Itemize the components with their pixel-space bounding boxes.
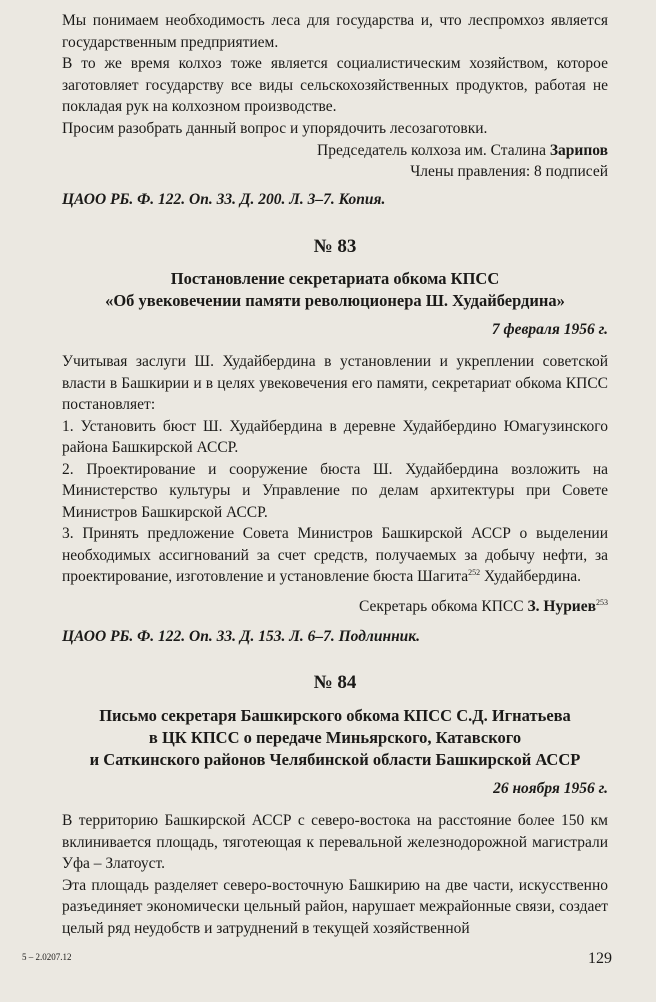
paragraph: В территорию Башкирской АССР с северо-востока на расстояние более 150 км вклинивается площадь, тяготеющая к перевальной железнодорожной магистрали Уфа – Златоуст. [62,812,608,872]
paragraph: Мы понимаем необходимость леса для государства и, что леспромхоз является государственным предприятием. [62,12,608,51]
paragraph-text: 3. Принять предложение Совета Министров Башкирской АССР о выделении необходимых ассигнований за счет средств, получаемых за добычу нефти, за проектирование, изготовление и установление бюста Шагита [62,525,608,585]
paragraph: Просим разобрать данный вопрос и упорядочить лесозаготовки. [62,119,488,137]
document-date: 26 ноября 1956 г. [493,780,608,797]
archive-reference: ЦАОО РБ. Ф. 122. Оп. 33. Д. 153. Л. 6–7. Подлинник. [62,628,421,645]
title-line: Письмо секретаря Башкирского обкома КПСС С.Д. Игнатьева [99,706,571,725]
document-number: № 84 [313,672,357,693]
signature-title: Председатель колхоза им. Сталина [317,142,550,159]
document-body [62,351,608,588]
document-title [62,705,608,771]
paragraph: 1. Установить бюст Ш. Худайбердина в деревне Худайбердино Юмагузинского района Башкирской АССР. [62,417,608,456]
document-date: 7 февраля 1956 г. [491,321,608,338]
paragraph: Эта площадь разделяет северо-восточную Башкирию на две части, искусственно разъединяет экономически цельный район, нарушает межрайонные связи, создает целый ряд неудобств и затруднений в текущей хозяйственной [62,876,608,937]
document-body [62,810,608,939]
title-line: в ЦК КПСС о передаче Миньярского, Катавского [148,728,522,747]
paragraph [62,523,608,588]
signature-title: Секретарь обкома КПСС [358,598,528,615]
footnote-marker: 253 [596,597,608,607]
title-line: «Об увековечении памяти революционера Ш. Худайбердина» [105,291,565,310]
print-code: 5 – 2.0207.12 [22,952,72,962]
title-line: и Саткинского районов Челябинской области Башкирской АССР [89,750,581,769]
document-title [62,268,608,312]
signature-chairman [62,140,608,162]
document-number: № 83 [313,236,357,257]
signature-board: Члены правления: 8 подписей [410,163,608,180]
title-line: Постановление секретариата обкома КПСС [170,269,500,288]
previous-document-tail [62,10,608,139]
paragraph: 2. Проектирование и сооружение бюста Ш. Худайбердина возложить на Министерство культуры и Управление по делам архитектуры при Совете Министров Башкирской АССР. [62,460,608,521]
archive-reference: ЦАОО РБ. Ф. 122. Оп. 33. Д. 200. Л. 3–7. Копия. [62,191,386,208]
paragraph: Учитывая заслуги Ш. Худайбердина в установлении и укреплении советской власти в Башкирии и в целях увековечения его памяти, секретариат обкома КПСС постановляет: [62,353,608,413]
paragraph-text: Худайбердина. [480,568,582,585]
signature-secretary [62,596,608,618]
footnote-marker: 252 [468,567,481,577]
page-number: 129 [588,950,612,967]
signature-name: З. Нуриев [527,598,596,615]
signature-name: Зарипов [549,142,608,159]
paragraph: В то же время колхоз тоже является социалистическим хозяйством, которое заготовляет государству все виды сельскохозяйственных продуктов, работая не покладая рук на колхозном производстве. [62,55,608,115]
